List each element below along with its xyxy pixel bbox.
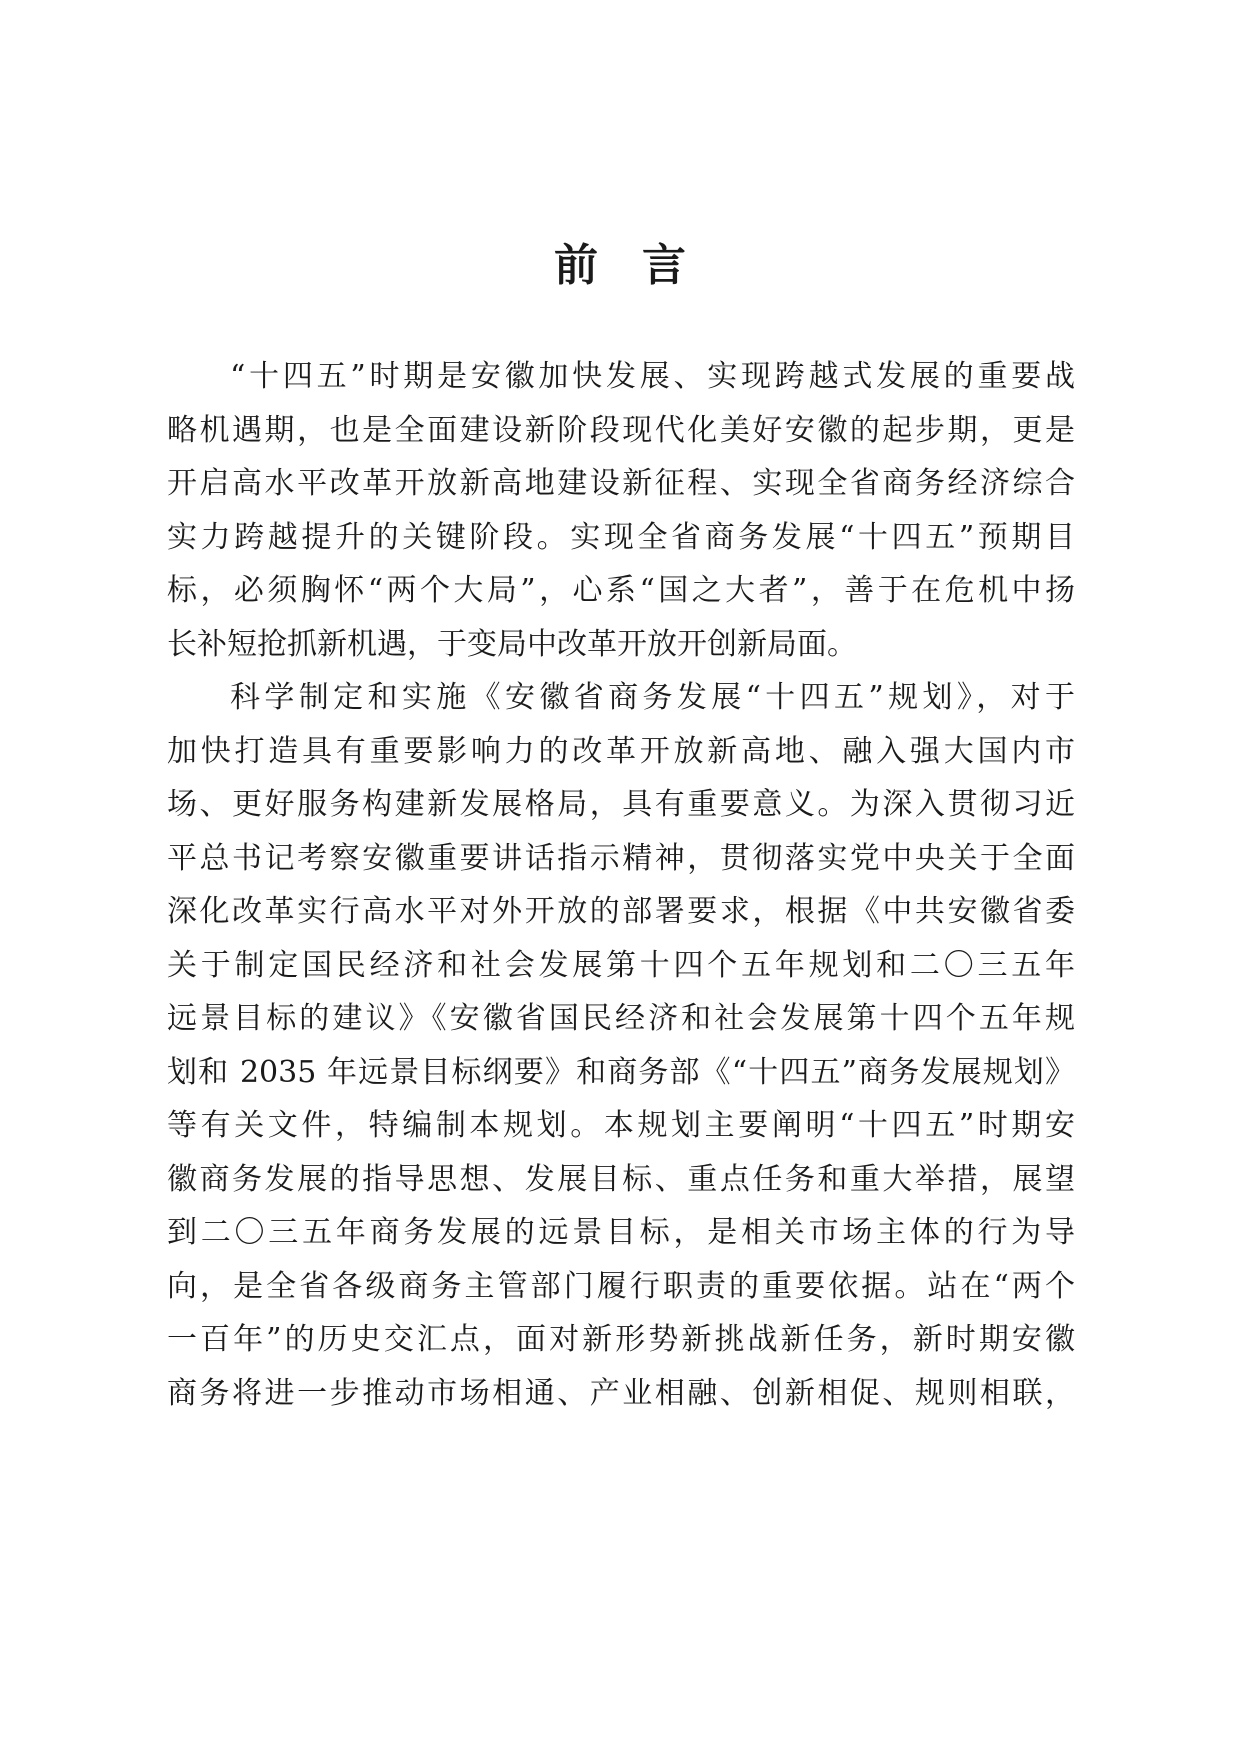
text-line: 平总书记考察安徽重要讲话指示精神，贯彻落实党中央关于全面 <box>167 840 1075 876</box>
text-line: 标，必须胸怀“两个大局”，心系“国之大者”，善于在危机中扬 <box>167 573 1075 608</box>
text-line: 徽商务发展的指导思想、发展目标、重点任务和重大举措，展望 <box>167 1161 1075 1197</box>
text-line: 关于制定国民经济和社会发展第十四个五年规划和二〇三五年 <box>167 947 1075 983</box>
text-line: 深化改革实行高水平对外开放的部署要求，根据《中共安徽省委 <box>167 894 1075 929</box>
text-line: 加快打造具有重要影响力的改革开放新高地、融入强大国内市 <box>167 733 1075 769</box>
text-line: 划和 2035 年远景目标纲要》和商务部《“十四五”商务发展规划》 <box>167 1054 1075 1090</box>
text-line: 实力跨越提升的关键阶段。实现全省商务发展“十四五”预期目 <box>167 519 1075 555</box>
text-line: 向，是全省各级商务主管部门履行职责的重要依据。站在“两个 <box>167 1268 1075 1304</box>
text-line: 到二〇三五年商务发展的远景目标，是相关市场主体的行为导 <box>167 1215 1075 1250</box>
text-line: “十四五”时期是安徽加快发展、实现跨越式发展的重要战 <box>230 359 1075 394</box>
text-line: 等有关文件，特编制本规划。本规划主要阐明“十四五”时期安 <box>167 1108 1075 1143</box>
text-line: 长补短抢抓新机遇，于变局中改革开放开创新局面。 <box>167 626 857 662</box>
text-line: 场、更好服务构建新发展格局，具有重要意义。为深入贯彻习近 <box>167 787 1075 822</box>
text-line: 一百年”的历史交汇点，面对新形势新挑战新任务，新时期安徽 <box>167 1322 1075 1357</box>
preface-body <box>167 350 1075 1420</box>
text-line: 略机遇期，也是全面建设新阶段现代化美好安徽的起步期，更是 <box>167 412 1075 448</box>
page-title: 前言 <box>554 240 730 291</box>
text-line: 商务将进一步推动市场相通、产业相融、创新相促、规则相联， <box>167 1375 1075 1411</box>
text-line: 开启高水平改革开放新高地建设新征程、实现全省商务经济综合 <box>167 466 1075 501</box>
text-line: 科学制定和实施《安徽省商务发展“十四五”规划》，对于 <box>230 680 1075 715</box>
text-line: 远景目标的建议》《安徽省国民经济和社会发展第十四个五年规 <box>167 1001 1075 1036</box>
